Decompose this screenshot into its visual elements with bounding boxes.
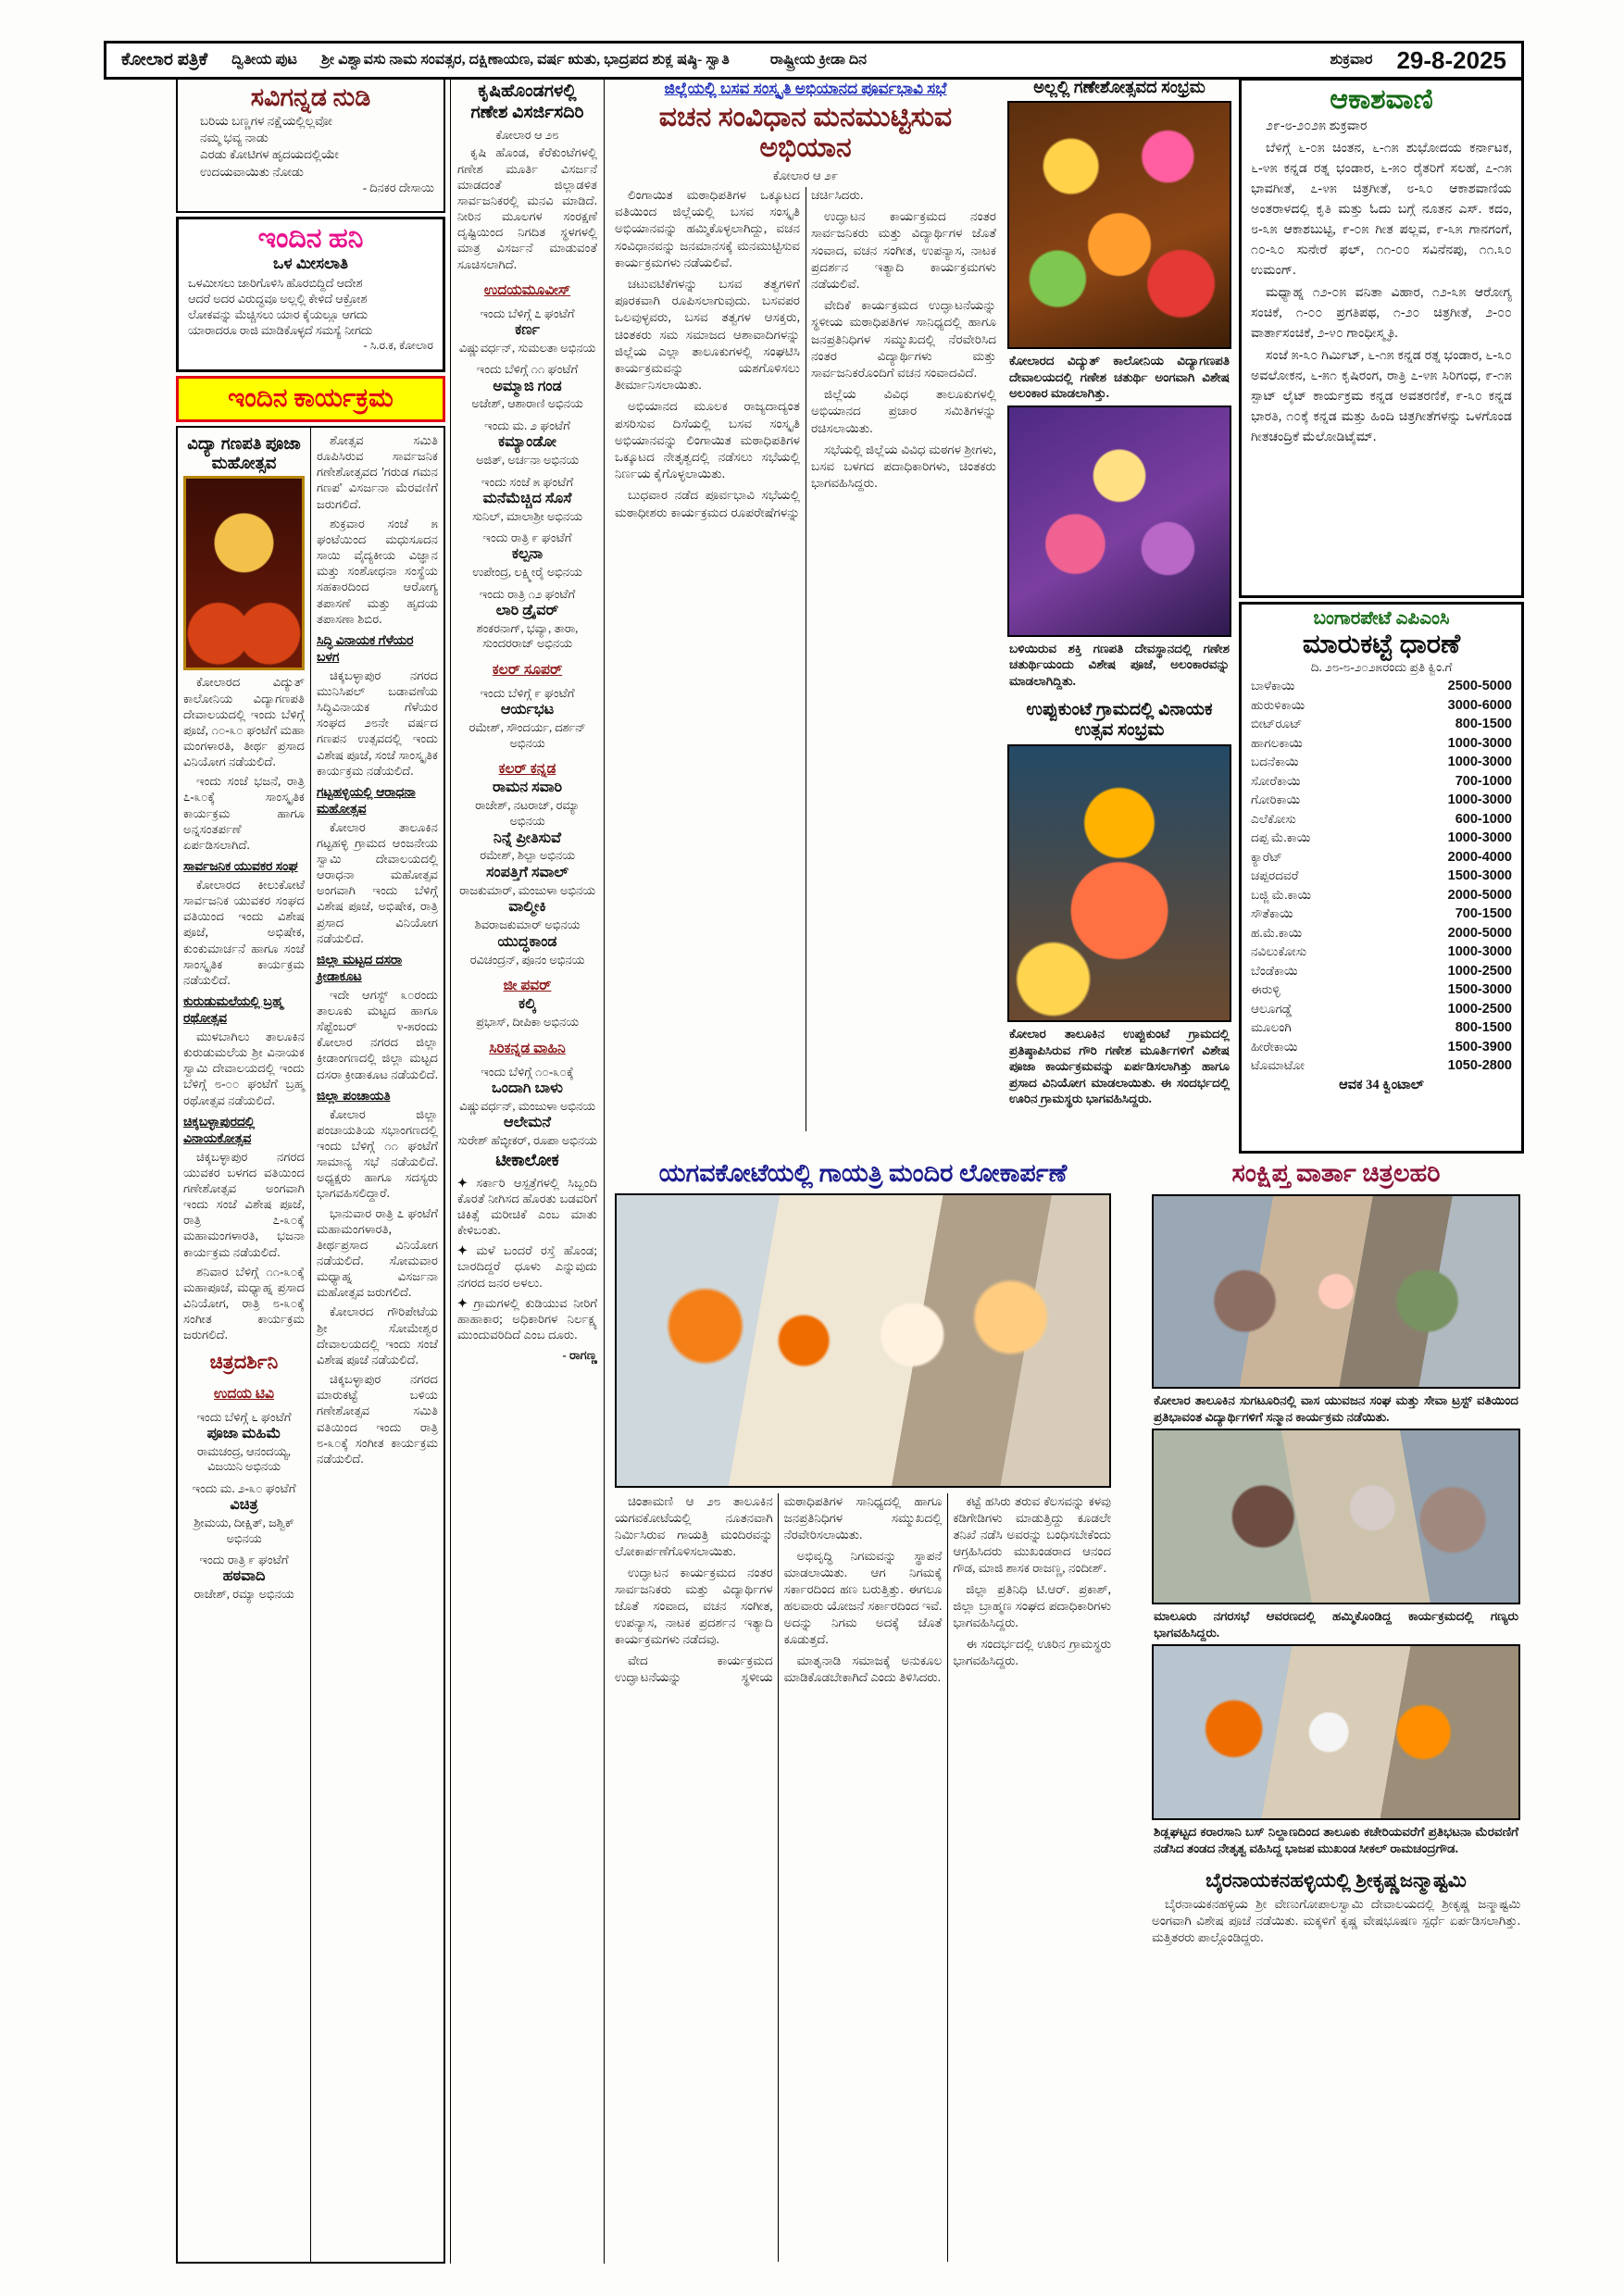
tv-block: ಮನೆಮೆಚ್ಚಿದ ಸೊಸೆ — [482, 490, 572, 506]
market-row — [1251, 1056, 1512, 1076]
program-block: ಉದಯ ಟಿವಿ — [214, 1385, 274, 1402]
program-banner — [176, 376, 445, 422]
commodity-price: 1000-3000 — [1447, 830, 1512, 845]
poem-line: ಉದಯವಾಯಿತು ನೋಡು — [200, 164, 304, 179]
poem-line: ಬರಿಯ ಬಣ್ಣಗಳ ನಕ್ಷೆಯಲ್ಲಿಲ್ಲವೋ — [200, 114, 332, 128]
commodity-name: ಬಜ್ಜಿ ಮೆ.ಕಾಯಿ — [1251, 887, 1312, 902]
article-paragraph: ಉದ್ಘಾಟನ ಕಾರ್ಯಕ್ರಮದ ನಂತರ ಸಾರ್ವಜನಿಕರು ಮತ್ತು ವಿದ್ಯಾರ್ಥಿಗಳ ಜೊತೆ ಸಂವಾದ, ವಚನ ಸಂಗೀತ, ಉಪನ್ಯಾಸ, ನಾಟಕ ಪ್ರದರ್ಶನ ಇತ್ಯಾದಿ ಕಾರ್ಯಕ್ರಮಗಳು ನಡೆಯಲಿವೆ. — [811, 209, 996, 292]
commodity-price: 2500-5000 — [1447, 679, 1512, 693]
program-block: ಕೋಲಾರದ ಕೀಲುಕೋಟೆ ಸಾರ್ವಜನಿಕ ಯುವಕರ ಸಂಘದ ವತಿಯಿಂದ ಇಂದು ವಿಶೇಷ ಪೂಜೆ, ಅಭಿಷೇಕ, ಕುಂಕುಮಾರ್ಚನೆ ಹಾಗೂ ಸಂಜೆ ಸಾಂಸ್ಕೃತಿಕ ಕಾರ್ಯಕ್ರಮ ನಡೆಯಲಿದೆ. — [183, 878, 305, 987]
market-row — [1251, 1000, 1512, 1019]
market-row — [1251, 1038, 1512, 1057]
article-paragraph: ಅಭಿಯಾನದ ಮೂಲಕ ರಾಜ್ಯದಾದ್ಯಂತ ಪಸರಿಸುವ ದಿಸೆಯಲ್ಲಿ ಬಸವ ಸಂಸ್ಕೃತಿ ಅಭಿಯಾನವನ್ನು ಲಿಂಗಾಯಿತ ಮಠಾಧಿಪತಿಗಳ ಒಕ್ಕೂಟದ ನೇತೃತ್ವದಲ್ಲಿ ನಡೆಸಲು ಸಭೆಯಲ್ಲಿ ನಿರ್ಣಯ ಕೈಗೊಳ್ಳಲಾಯಿತು. — [615, 399, 800, 481]
commodity-name: ನವಿಲುಕೋಸು — [1251, 944, 1307, 958]
lahari-caption-1: ಕೋಲಾರ ತಾಲೂಕಿನ ಸುಗಟೂರಿನಲ್ಲಿ ವಾಸ ಯುವಜನ ಸಂಘ ಮತ್ತು ಸೇವಾ ಟ್ರಸ್ಟ್ ವತಿಯಿಂದ ಪ್ರತಿಭಾವಂತ ವಿದ್ಯಾರ್ಥಿಗಳಿಗೆ ಸನ್ಮಾನ ಕಾರ್ಯಕ್ರಮ ನಡೆಯಿತು. — [1154, 1393, 1518, 1424]
nudi-title: ಸವಿಗನ್ನಡ ನುಡಿ — [250, 83, 371, 111]
program-block: ಜಿಲ್ಲಾ ಮಟ್ಟದ ದಸರಾ ಕ್ರೀಡಾಕೂಟ — [317, 952, 403, 983]
chitralahari-column — [1148, 1159, 1524, 2264]
article-paragraph: ಕಟ್ಟೆ ಹಸಿರು ತರುವ ಕೆಲಸವನ್ನು ಕಳವು ಕಡಿಗೇಡಿಗಳು ಮಾಡುತ್ತಿದ್ದು ಕೂಡಲೇ ತನಿಖೆ ನಡೆಸಿ ಅವರನ್ನು ಬಂಧಿಸಬೇಕೆಂದು ಆಗ್ರಹಿಸಿದರು ಮುಖಂಡರಾದ ಆನಂದ ಗೌಡ, ಮಾಜಿ ಶಾಸಕ ರಾಜಣ್ಣ, ನಂದೀಶ್. — [953, 1494, 1111, 1575]
program-block: ಭಾನುವಾರ ರಾತ್ರಿ ೭ ಘಂಟೆಗೆ ಮಹಾಮಂಗಳಾರತಿ, ತೀರ್ಥಪ್ರಸಾದ ವಿನಿಯೋಗ ನಡೆಯಲಿದೆ. ಸೋಮವಾರ ಮಧ್ಯಾಹ್ನ ವಿಸರ್ಜನಾ ಮಹೋತ್ಸವ ಜರುಗಲಿದೆ. — [317, 1205, 438, 1300]
malur-event-photo — [1152, 1429, 1520, 1604]
market-row — [1251, 1018, 1512, 1038]
commodity-price: 2000-5000 — [1447, 887, 1512, 903]
tv-block: ಕಲರ್ ಕನ್ನಡ — [498, 761, 556, 778]
photo-caption-2: ಬಳಿಯಿರುವ ಶಕ್ತಿ ಗಣಪತಿ ದೇವಸ್ಥಾನದಲ್ಲಿ ಗಣೇಶ ಚತುರ್ಥಿಯಂದು ವಿಶೇಷ ಪೂಜೆ, ಅಲಂಕಾರವನ್ನು ಮಾಡಲಾಗಿದ್ದಿತು. — [1009, 641, 1230, 688]
ganeshotsava-headline: ಅಲ್ಲಲ್ಲಿ ಗಣೇಶೋತ್ಸವದ ಸಂಭ್ರಮ — [1033, 78, 1206, 96]
schedule-paragraph: ಸಂಜೆ ೫-೩೦ ಗಿರ್ಮಿಟ್, ೬-೧೫ ಕನ್ನಡ ರತ್ನ ಭಂಡಾರ, ೬-೩೦ ಅವಲೋಕನ, ೬-೫೧ ಕೃಷಿರಂಗ, ರಾತ್ರಿ ೭-೪೫ ಸಿರಿಗಂಧ, ೯-೧೫ ಸ್ಪಾಟ್ ಲೈಟ್ ಕಾರ್ಯಕ್ರಮ ಕನ್ನಡ ಅವತರಣಿಕೆ, ೯-೩೦ ಕನ್ನಡ ಭಾರತಿ, ೧೦ಕ್ಕೆ ಕನ್ನಡ ಮತ್ತು ಹಿಂದಿ ಚಿತ್ರಗೀತೆಗಳನ್ನು ಒಳಗೊಂಡ ಗೀತಚಂದ್ರಿಕೆ ಮೆಲೋಡಿಟೈಮ್. — [1251, 348, 1512, 444]
tv-block: ✦ ಗ್ರಾಮಗಳಲ್ಲಿ ಕುಡಿಯುವ ನೀರಿಗೆ ಹಾಹಾಕಾರ; ಅಧಿಕಾರಿಗಳ ನಿರ್ಲಕ್ಷ್ಯ ಮುಂದುವರಿದಿದೆ ಎಂಬ ದೂರು. — [457, 1295, 597, 1342]
market-row — [1251, 942, 1512, 962]
tv-block: ರಮೇಶ್, ಶಿಲ್ಪಾ ಅಭಿನಯ — [480, 849, 575, 863]
tv-block: ಇಂದು ಬೆಳಿಗ್ಗೆ ೭ ಘಂಟೆಗೆ — [480, 306, 575, 320]
article-paragraph: ಸಭೆಯಲ್ಲಿ ಜಿಲ್ಲೆಯ ವಿವಿಧ ಮಠಗಳ ಶ್ರೀಗಳು, ಬಸವ ಬಳಗದ ಪದಾಧಿಕಾರಿಗಳು, ಚಿಂತಕರು ಭಾಗವಹಿಸಿದ್ದರು. — [811, 442, 996, 491]
lahari-caption-3: ಶಿಡ್ಲಘಟ್ಟದ ಕರಾರಸಾನಿ ಬಸ್ ನಿಲ್ದಾಣದಿಂದ ತಾಲೂಕು ಕಚೇರಿಯವರೆಗೆ ಪ್ರತಿಭಟನಾ ಮೆರವಣಿಗೆ ನಡೆಸಿದ ತಂಡದ ನೇತೃತ್ವ ವಹಿಸಿದ್ದ ಭಾಜಪ ಮುಖಂಡ ಸೀಕಲ್ ರಾಮಚಂದ್ರಗೌಡ. — [1154, 1825, 1518, 1855]
tv-block: ಅಮ್ಮಾಜಿ ಗಂಡ — [493, 378, 562, 394]
tv-block: ಸಿರಿಕನ್ನಡ ವಾಹಿನಿ — [489, 1040, 566, 1056]
tv-block: ಇಂದು ಬೆಳಿಗ್ಗೆ ೧೧ ಘಂಟೆಗೆ — [476, 362, 579, 377]
ganesha-print-photo — [183, 476, 305, 670]
market-title: ಮಾರುಕಟ್ಟೆ ಧಾರಣೆ — [1302, 630, 1461, 659]
program-block: ಜಿಲ್ಲಾ ಪಂಚಾಯತಿ — [317, 1088, 391, 1103]
tv-block: ✦ ಮಳೆ ಬಂದರೆ ರಸ್ತೆ ಹೊಂಡ; ಬಾರದಿದ್ದರೆ ಧೂಳು ಎನ್ನುವುದು ನಗರದ ಜನರ ಅಳಲು. — [457, 1242, 597, 1290]
program-block: ರಾಮಚಂದ್ರ, ಆನಂದಯ್ಯ, ವಿಜಯಿನಿ ಅಭಿನಯ — [196, 1444, 292, 1474]
tv-block: ಉಪೇಂದ್ರ, ಲಕ್ಷ್ಮೀರೈ ಅಭಿನಯ — [472, 566, 582, 580]
commodity-name: ಈರುಳ್ಳಿ — [1251, 982, 1280, 996]
janmashtami-headline: ಬೈರನಾಯಕನಹಳ್ಳಿಯಲ್ಲಿ ಶ್ರೀಕೃಷ್ಣಜನ್ಮಾಷ್ಟಮಿ — [1206, 1869, 1467, 1892]
janmashtami-body: ಬೈರನಾಯಕನಹಳ್ಳಿಯ ಶ್ರೀ ವೇಣುಗೋಪಾಲಸ್ವಾಮಿ ದೇವಾಲಯದಲ್ಲಿ ಶ್ರೀಕೃಷ್ಣ ಜನ್ಮಾಷ್ಟಮಿ ಅಂಗವಾಗಿ ವಿಶೇಷ ಪೂಜೆ ನಡೆಯಿತು. ಮಕ್ಕಳಿಗೆ ಕೃಷ್ಣ ವೇಷಭೂಷಣ ಸ್ಪರ್ಧೆ ಏರ್ಪಡಿಸಲಾಗಿತ್ತು. ಮತ್ತಿತರರು ಪಾಲ್ಗೊಂಡಿದ್ದರು. — [1152, 1897, 1520, 1945]
article-paragraph: ವೇದ ಕಾರ್ಯಕ್ರಮದ ಉದ್ಘಾಟನೆಯನ್ನು ಸ್ಥಳೀಯ ಮಠಾಧಿಪತಿಗಳ ಸಾನಿಧ್ಯದಲ್ಲಿ ಹಾಗೂ ಜನಪ್ರತಿನಿಧಿಗಳ ಸಮ್ಮುಖದಲ್ಲಿ ನೆರವೇರಿಸಲಾಯಿತು. — [615, 1494, 943, 1684]
tv-block: ಜೀ ಪವರ್ — [503, 978, 552, 994]
ganesha-idol-photo — [1007, 744, 1231, 1022]
market-row — [1251, 924, 1512, 943]
commodity-name: ಚಪ್ಪರದವರೆ — [1251, 868, 1299, 882]
poem-line: ಯಾರಾದರೂ ರಾಜಿ ಮಾಡಿಕೊಳ್ಳದೆ ಸಮಸ್ಯೆ ನೀಗದು — [188, 323, 373, 337]
program-block: ಕೋಲಾರದ ವಿದ್ಯುತ್ ಕಾಲೋನಿಯ ವಿದ್ಯಾಗಣಪತಿ ದೇವಾಲಯದಲ್ಲಿ ಇಂದು ಬೆಳಿಗ್ಗೆ ಪೂಜೆ, ೧೦-೩೦ ಘಂಟೆಗೆ ಮಹಾ ಮಂಗಳಾರತಿ, ತೀರ್ಥ ಪ್ರಸಾದ ವಿನಿಯೋಗ ನಡೆಯಲಿದೆ. — [183, 675, 305, 769]
schedule-paragraph: ಮಧ್ಯಾಹ್ನ ೧೨-೦೫ ವನಿತಾ ವಿಹಾರ, ೧೨-೩೫ ಆರೋಗ್ಯ ಸಂಚಿಕೆ, ೧-೦೦ ಪ್ರಗತಿಪಥ, ೧-೨೦ ಚಿತ್ರಗೀತೆ, ೨-೦೦ ವಾರ್ತಾಸಂಚಿಕೆ, ೨-೪೦ ಗಾಂಧೀಸ್ಮೃತಿ. — [1251, 285, 1512, 341]
hani-author: - ಸಿ.ರ.ಕ, ಕೋಲಾರ — [363, 338, 433, 352]
poem-line: ನಮ್ಮ ಭವ್ಯ ನಾಡು — [200, 131, 269, 145]
program-block: ಚಿಕ್ಕಬಳ್ಳಾಪುರ ನಗರದ ಮುನಿಸಿಪಲ್ ಬಡಾವಣೆಯ ಸಿದ್ಧಿವಿನಾಯಕ ಗೆಳೆಯರ ಸಂಘದ ೨೮ನೇ ವರ್ಷದ ಗಣಪನ ಉತ್ಸವದಲ್ಲಿ ಇಂದು ವಿಶೇಷ ಪೂಜೆ, ಸಂಜೆ ಸಾಂಸ್ಕೃತಿಕ ಕಾರ್ಯಕ್ರಮ ನಡೆಯಲಿದೆ. — [317, 668, 438, 778]
market-row — [1251, 677, 1512, 696]
gayatri-body — [615, 1493, 1111, 2262]
program-block: ಮುಳಬಾಗಿಲು ತಾಲೂಕಿನ ಕುರುಡುಮಲೆಯ ಶ್ರೀ ವಿನಾಯಕ ಸ್ವಾಮಿ ದೇವಾಲಯದಲ್ಲಿ ಇಂದು ಬೆಳಿಗ್ಗೆ ೮-೦೦ ಘಂಟೆಗೆ ಬ್ರಹ್ಮ ರಥೋತ್ಸವ ನಡೆಯಲಿದೆ. — [183, 1029, 305, 1107]
commodity-price: 2000-4000 — [1447, 849, 1512, 865]
commodity-price: 1000-3000 — [1447, 735, 1512, 751]
commodity-price: 600-1000 — [1455, 811, 1512, 827]
protest-march-photo — [1152, 1644, 1520, 1820]
schedule-paragraph: ಬೆಳಿಗ್ಗೆ ೬-೦೫ ಚಿಂತನ, ೬-೧೫ ಶುಭೋದಯ ಕರ್ನಾಟಕ, ೬-೪೫ ಕನ್ನಡ ರತ್ನ ಭಂಡಾರ, ೬-೫೦ ರೈತರಿಗೆ ಸಲಹೆ, ೭-೧೫ ಭಾವಗೀತೆ, ೭-೪೫ ಚಿತ್ರಗೀತೆ, ೮-೩೦ ಆಕಾಶವಾಣಿಯ ಅಂತರಾಳದಲ್ಲಿ ಕೃತಿ ಮತ್ತು ಓದು ಬಗ್ಗೆ ನೂತನ ಎಸ್. ಕದಂ, ೮-೩೫ ಆಕಾಶಬುಟ್ಟಿ, ೯-೦೫ ಗೀತ ಪಲ್ಲವ, ೯-೩೫ ಗಾನಗಂಗೆ, ೧೦-೩೦ ಸುನೇರೆ ಫಲ್, ೧೧-೦೦ ಸವಿನೆನಪು, ೧೧.೩೦ ಉಮಂಗ್. — [1251, 141, 1512, 278]
program-block: ಕೋಲಾರ ಜಿಲ್ಲಾ ಪಂಚಾಯತಿಯ ಸಭಾಂಗಣದಲ್ಲಿ ಇಂದು ಬೆಳಿಗ್ಗೆ ೧೧ ಘಂಟೆಗೆ ಸಾಮಾನ್ಯ ಸಭೆ ನಡೆಯಲಿದೆ. ಅಧ್ಯಕ್ಷರು ಹಾಗೂ ಸದಸ್ಯರು ಭಾಗವಹಿಸಲಿದ್ದಾರೆ. — [317, 1106, 438, 1201]
program-block: ಇದೇ ಆಗಸ್ಟ್ ೩೦ರಂದು ತಾಲೂಕು ಮಟ್ಟದ ಹಾಗೂ ಸೆಪ್ಟೆಂಬರ್ ೪-೫ರಂದು ಕೋಲಾರ ನಗರದ ಜಿಲ್ಲಾ ಕ್ರೀಡಾಂಗಣದಲ್ಲಿ ಜಿಲ್ಲಾ ಮಟ್ಟದ ದಸರಾ ಕ್ರೀಡಾಕೂಟ ನಡೆಯಲಿದೆ. — [317, 987, 438, 1081]
tv-block: ಕಲ್ಪನಾ — [511, 546, 543, 563]
tv-block: ಕಲ್ಕಿ — [518, 996, 536, 1013]
tv-block: ಕರ್ಣ — [515, 322, 540, 339]
market-row — [1251, 810, 1512, 830]
tv-block: ವಾಲ್ಮೀಕಿ — [508, 899, 546, 916]
nudi-poem — [187, 113, 434, 181]
commodity-name: ಗೋರಿಕಾಯಿ — [1251, 792, 1301, 806]
program-block: ಚಿಕ್ಕಬಳ್ಳಾಪುರ ನಗರದ ಯುವಕರ ಬಳಗದ ವತಿಯಿಂದ ಗಣೇಶೋತ್ಸವ ಅಂಗವಾಗಿ ಇಂದು ಸಂಜೆ ವಿಶೇಷ ಪೂಜೆ, ರಾತ್ರಿ ೭-೩೦ಕ್ಕೆ ಮಹಾಮಂಗಳಾರತಿ, ಭಜನಾ ಕಾರ್ಯಕ್ರಮ ನಡೆಯಲಿದೆ. — [183, 1149, 305, 1259]
program-block: ಇಂದು ಸಂಜೆ ಭಜನೆ, ರಾತ್ರಿ ೭-೩೦ಕ್ಕೆ ಸಾಂಸ್ಕೃತಿಕ ಕಾರ್ಯಕ್ರಮ ಹಾಗೂ ಅನ್ನಸಂತರ್ಪಣೆ ಏರ್ಪಡಿಸಲಾಗಿದೆ. — [183, 774, 305, 852]
commodity-price: 1000-3000 — [1447, 792, 1512, 807]
program-block: ರಾಜೇಶ್, ರಮ್ಯಾ ಅಭಿನಯ — [194, 1588, 294, 1602]
commodity-name: ಬೆಂಡೆಕಾಯಿ — [1251, 963, 1298, 978]
tv-block: ಇಂದು ರಾತ್ರಿ ೯ ಘಂಟೆಗೆ — [482, 530, 572, 545]
tv-block: ವಿಷ್ಣುವರ್ಧನ್, ಮಂಜುಳಾ ಅಭಿನಯ — [459, 1099, 595, 1113]
indina-hani-box — [176, 217, 445, 372]
commodity-name: ಸೋರೆಕಾಯಿ — [1251, 773, 1301, 788]
commodity-price: 1000-3000 — [1447, 944, 1512, 959]
market-row — [1251, 791, 1512, 810]
tv-block: ಆಲೇಮನೆ — [504, 1115, 551, 1131]
program-block: ಶ್ರೀಮಯ, ದೀಕ್ಷಿತ್, ಜಶ್ವಿಕ್ ಅಭಿನಯ — [194, 1516, 294, 1545]
tv-block: ಶಿವರಾಜಕುಮಾರ್ ಅಭಿನಯ — [474, 918, 581, 932]
event-of-day: ರಾಷ್ಟ್ರೀಯ ಕ್ರೀಡಾ ದಿನ — [769, 52, 868, 68]
article-paragraph: ಚಿಂತಾಮಣಿ ಆ ೨೮ ತಾಲೂಕಿನ ಯಗವಕೋಟೆಯಲ್ಲಿ ನೂತನವಾಗಿ ನಿರ್ಮಿಸಿರುವ ಗಾಯತ್ರಿ ಮಂದಿರವನ್ನು ಲೋಕಾರ್ಪಣೆಗೊಳಿಸಲಾಯಿತು. — [615, 1494, 773, 1558]
commodity-price: 1500-3000 — [1447, 868, 1512, 883]
tv-block: ಕೃಷಿ ಹೊಂಡ, ಕೆರೆಕುಂಟೆಗಳಲ್ಲಿ ಗಣೇಶ ಮೂರ್ತಿ ವಿಸರ್ಜನೆ ಮಾಡದಂತೆ ಜಿಲ್ಲಾಡಳಿತ ಸಾರ್ವಜನಿಕರಲ್ಲಿ ಮನವಿ ಮಾಡಿದೆ. ನೀರಿನ ಮೂಲಗಳ ಸಂರಕ್ಷಣೆ ದೃಷ್ಟಿಯಿಂದ ನಿಗದಿತ ಸ್ಥಳಗಳಲ್ಲಿ ಮಾತ್ರ ವಿಸರ್ಜನೆ ಮಾಡುವಂತೆ ಸೂಚಿಸಲಾಗಿದೆ. — [457, 145, 597, 271]
program-block: ಕುರುಡುಮಲೆಯಲ್ಲಿ ಬ್ರಹ್ಮ ರಥೋತ್ಸವ — [183, 994, 283, 1026]
tv-block: ಸಂಪತ್ತಿಗೆ ಸವಾಲ್ — [486, 864, 568, 880]
market-row — [1251, 829, 1512, 848]
market-row — [1251, 867, 1512, 886]
panchanga-line: ಶ್ರೀ ವಿಶ್ವಾವಸು ನಾಮ ಸಂವತ್ಸರ, ದಕ್ಷಿಣಾಯಣ, ವರ್ಷ ಋತು, ಭಾದ್ರಪದ ಶುಕ್ಲ ಷಷ್ಠಿ- ಸ್ವಾತಿ — [321, 52, 730, 68]
schedule-paragraph: ೨೯-೮-೨೦೨೫ ಶುಕ್ರವಾರ — [1266, 119, 1368, 133]
tv-block: ರಾಮನ ಸವಾರಿ — [492, 780, 563, 796]
tv-block: ಒಂದಾಗಿ ಬಾಳು — [492, 1080, 563, 1097]
program-block: ಇಂದು ಬೆಳಿಗ್ಗೆ ೬ ಘಂಟೆಗೆ — [196, 1409, 292, 1424]
program-banner-label: ಇಂದಿನ ಕಾರ್ಯಕ್ರಮ — [228, 384, 394, 413]
market-row — [1251, 886, 1512, 905]
program-col-1 — [178, 428, 310, 2262]
commodity-name: ಸೌತೆಕಾಯಿ — [1251, 906, 1293, 920]
program-block: ಚಿಕ್ಕಬಳ್ಳಾಪುರ ನಗರದ ಮಾರುಕಟ್ಟೆ ಬಳಿಯ ಗಣೇಶೋತ್ಸವ ಸಮಿತಿ ವತಿಯಿಂದ ಇಂದು ರಾತ್ರಿ ೮-೩೦ಕ್ಕೆ ಸಂಗೀತ ಕಾರ್ಯಕ್ರಮ ನಡೆಯಲಿದೆ. — [317, 1372, 438, 1466]
market-arrivals: ಆವಕ 34 ಕ್ವಿಂಟಾಲ್ — [1339, 1077, 1424, 1092]
commodity-name: ಟೊಮಾಟೋ — [1251, 1058, 1305, 1072]
article-paragraph: ಬುಧವಾರ ನಡೆದ ಪೂರ್ವಭಾವಿ ಸಭೆಯಲ್ಲಿ ಮಠಾಧೀಶರು ಕಾರ್ಯಕ್ರಮದ ರೂಪರೇಷೆಗಳನ್ನು ಚರ್ಚಿಸಿದರು. — [615, 188, 864, 519]
issue-date: 29-8-2025 — [1396, 45, 1506, 74]
commodity-name: ಹೀರೇಕಾಯಿ — [1251, 1039, 1298, 1054]
article-paragraph: ವೇದಿಕೆ ಕಾರ್ಯಕ್ರಮದ ಉದ್ಘಾಟನೆಯನ್ನು ಸ್ಥಳೀಯ ಮಠಾಧಿಪತಿಗಳ ಸಾನಿಧ್ಯದಲ್ಲಿ ಹಾಗೂ ಜನಪ್ರತಿನಿಧಿಗಳ ಸಮ್ಮುಖದಲ್ಲಿ ನೆರವೇರಿಸಿದ ನಂತರ ವಿದ್ಯಾರ್ಥಿಗಳು ಮತ್ತು ಸಾರ್ವಜನಿಕರೊಂದಿಗೆ ವಚನ ಸಂವಾದವಿದೆ. — [811, 298, 996, 381]
market-row — [1251, 772, 1512, 792]
commodity-name: ಎಲೆಕೋಸು — [1251, 811, 1296, 826]
lahari-caption-2: ಮಾಲೂರು ನಗರಸಭೆ ಆವರಣದಲ್ಲಿ ಹಮ್ಮಿಕೊಂಡಿದ್ದ ಕಾರ್ಯಕ್ರಮದಲ್ಲಿ ಗಣ್ಯರು ಭಾಗವಹಿಸಿದ್ದರು. — [1154, 1609, 1518, 1640]
commodity-price: 1050-2800 — [1447, 1058, 1512, 1073]
commodity-name: ಮೂಲಂಗಿ — [1251, 1020, 1292, 1034]
article-paragraph: ಜಿಲ್ಲಾ ಪ್ರತಿನಿಧಿ ಟಿ.ಆರ್. ಪ್ರಕಾಶ್, ಜಿಲ್ಲಾ ಬ್ರಾಹ್ಮಣ ಸಂಘದ ಪದಾಧಿಕಾರಿಗಳು ಭಾಗವಹಿಸಿದ್ದರು. — [953, 1581, 1111, 1629]
commodity-price: 1000-2500 — [1447, 1001, 1512, 1017]
program-block: ಕೋಲಾರದ ಗೌರಿಪೇಟೆಯ ಶ್ರೀ ಸೋಮೇಶ್ವರ ದೇವಾಲಯದಲ್ಲಿ ಇಂದು ಸಂಜೆ ವಿಶೇಷ ಪೂಜೆ ನಡೆಯಲಿದೆ. — [317, 1304, 438, 1366]
article-paragraph: ಈ ಸಂದರ್ಭದಲ್ಲಿ ಊರಿನ ಗ್ರಾಮಸ್ಥರು ಭಾಗವಹಿಸಿದ್ದರು. — [953, 1636, 1111, 1667]
program-block: ಗಟ್ಟಹಳ್ಳಿಯಲ್ಲಿ ಆರಾಧನಾ ಮಹೋತ್ಸವ — [317, 784, 416, 816]
felicitation-photo — [1152, 1194, 1520, 1389]
article-paragraph: ಲಿಂಗಾಯಿತ ಮಠಾಧಿಪತಿಗಳ ಒಕ್ಕೂಟದ ವತಿಯಿಂದ ಜಿಲ್ಲೆಯಲ್ಲಿ ಬಸವ ಸಂಸ್ಕೃತಿ ಅಭಿಯಾನವನ್ನು ಹಮ್ಮಿಕೊಳ್ಳಲಾಗಿದ್ದು, ವಚನ ಸಂವಿಧಾನವನ್ನು ಜನಮಾನಸಕ್ಕೆ ಮನಮುಟ್ಟಿಸುವ ಕಾರ್ಯಕ್ರಮಗಳು ನಡೆಯಲಿವೆ. — [615, 188, 800, 269]
commodity-name: ಬದನೆಕಾಯಿ — [1251, 755, 1299, 768]
poem-line: ಒಳಮೀಸಲು ಜಾರಿಗೊಳಿಸಿ ಹೊರಬಿದ್ದಿದೆ ಆದೇಶ — [188, 277, 363, 290]
edition-label: ದ್ವಿತೀಯ ಪುಟ — [231, 52, 297, 68]
article-paragraph: ಚಟುವಟಿಕೆಗಳನ್ನು ಬಸವ ತತ್ವಗಳಿಗೆ ಪೂರಕವಾಗಿ ರೂಪಿಸಲಾಗುವುದು. ಬಸವಪರ ಒಲವುಳ್ಳವರು, ಬಸವ ತತ್ವಗಳ ಆಸಕ್ತರು, ಚಿಂತಕರು ಸಮ ಸಮಾಜದ ಆಶಾವಾದಿಗಳನ್ನು ಜಿಲ್ಲೆಯ ಎಲ್ಲಾ ತಾಲೂಕುಗಳಲ್ಲಿ ಸಂಘಟಿಸಿ ಕಾರ್ಯಕ್ರಮವನ್ನು ಯಶಗೊಳಿಸಲು ತೀರ್ಮಾನಿಸಲಾಯಿತು. — [615, 277, 800, 393]
market-row — [1251, 696, 1512, 716]
apmc-name: ಬಂಗಾರಪೇಟೆ ಎಪಿಎಂಸಿ — [1313, 608, 1450, 629]
tv-block: ಅಜಿತ್, ಅರ್ಚನಾ ಅಭಿನಯ — [476, 453, 579, 467]
commodity-price: 1500-3900 — [1447, 1039, 1512, 1054]
tv-block: ರಾಜೇಶ್, ನಟರಾಜ್, ರಮ್ಯಾ ಅಭಿನಯ — [475, 799, 580, 828]
program-block: ಸಿದ್ಧಿ ವಿನಾಯಕ ಗೆಳೆಯರ ಬಳಗ — [317, 632, 414, 664]
article-body — [615, 187, 996, 1131]
commodity-price: 1000-3000 — [1447, 755, 1512, 769]
market-row — [1251, 734, 1512, 754]
market-rates-box — [1239, 602, 1524, 1154]
program-block: ಇಂದು ಮ. ೨-೩೦ ಘಂಟೆಗೆ — [192, 1481, 296, 1496]
gayatri-mandira-article — [609, 1159, 1117, 2264]
paper-name: ಕೋಲಾರ ಪತ್ರಿಕೆ — [121, 50, 208, 69]
article-paragraph: ಉದ್ಘಾಟನ ಕಾರ್ಯಕ್ರಮದ ನಂತರ ಸಾರ್ವಜನಿಕರು ಮತ್ತು ವಿದ್ಯಾರ್ಥಿಗಳ ಜೊತೆ ಸಂವಾದ, ವಚನ ಸಂಗೀತ, ಉಪನ್ಯಾಸ, ನಾಟಕ ಪ್ರದರ್ಶನ ಇತ್ಯಾದಿ ಕಾರ್ಯಕ್ರಮಗಳು ನಡೆದವು. — [615, 1565, 773, 1646]
program-block: ವಿಚಿತ್ರ — [230, 1497, 258, 1514]
commodity-name: ಆಲೂಗಡ್ಡೆ — [1251, 1001, 1293, 1016]
tv-block: ಇಂದು ರಾತ್ರಿ ೧೨ ಘಂಟೆಗೆ — [479, 586, 576, 601]
commodity-name: ಬಾಳೆಕಾಯಿ — [1251, 679, 1295, 693]
tv-block: ರವಿಚಂದ್ರನ್, ಪೂನಂ ಅಭಿನಯ — [469, 953, 585, 967]
commodity-price: 1500-3000 — [1447, 982, 1512, 997]
tv-block: ಸುನಿಲ್, ಮಾಲಾಶ್ರೀ ಅಭಿನಯ — [472, 509, 582, 523]
program-col2-blocks — [317, 432, 438, 1466]
commodity-price: 800-1500 — [1455, 717, 1512, 731]
tv-block: ರಮೇಶ್, ಸೌಂದರ್ಯ, ದರ್ಶನ್ ಅಭಿನಯ — [468, 721, 586, 750]
decorated-deity-photo-2 — [1007, 406, 1231, 637]
program-block: ಕೋಲಾರ ತಾಲೂಕಿನ ಗಟ್ಟಹಳ್ಳಿ ಗ್ರಾಮದ ಆಂಜನೇಯ ಸ್ವಾಮಿ ದೇವಾಲಯದಲ್ಲಿ ಆರಾಧನಾ ಮಹೋತ್ಸವ ಅಂಗವಾಗಿ ಇಂದು ಬೆಳಿಗ್ಗೆ ವಿಶೇಷ ಪೂಜೆ, ಅಭಿಷೇಕ, ರಾತ್ರಿ ಪ್ರಸಾದ ವಿನಿಯೋಗ ನಡೆಯಲಿದೆ. — [317, 819, 438, 945]
tv-block: ಲಾರಿ ಡ್ರೈವರ್ — [495, 602, 559, 618]
program-block: ಶೋತ್ಸವ ಸಮಿತಿ ರೂಪಿಸಿರುವ ಸಾರ್ವಜನಿಕ ಗಣೇಶೋತ್ಸವದ 'ಗರುಡ ಗಮನ ಗಣಪ' ವಿಸರ್ಜನಾ ಮೆರವಣಿಗೆ ಜರುಗಲಿದೆ. — [317, 433, 438, 511]
commodity-price: 800-1500 — [1455, 1020, 1512, 1035]
commodity-price: 1000-2500 — [1447, 963, 1512, 979]
article-dateline: ಕೋಲಾರ ಆ ೨೯ — [772, 168, 839, 182]
ganesha-visarjane-headline: ಕೃಷಿಹೊಂಡಗಳಲ್ಲಿ ಗಣೇಶ ವಿಸರ್ಜಿಸದಿರಿ — [470, 81, 584, 122]
commodity-price: 3000-6000 — [1447, 697, 1512, 713]
market-row — [1251, 905, 1512, 924]
basava-abhiyana-article — [609, 78, 1002, 1153]
ribbon-cutting-photo — [615, 1193, 1111, 1488]
program-block: ಚಿಕ್ಕಬಳ್ಳಾಪುರದಲ್ಲಿ ವಿನಾಯಕೋತ್ಸವ — [183, 1114, 256, 1145]
akashavani-schedule — [1251, 116, 1512, 447]
poem-line: ಲೋಕವನ್ನು ಮೆಚ್ಚಿಸಲು ಯಾರ ಕೈಯಲ್ಲೂ ಆಗದು — [188, 307, 369, 321]
commodity-name: ಕ್ಯಾರೆಟ್ — [1251, 849, 1282, 864]
tv-block: - ರಾಗಣ್ಣ — [562, 1348, 597, 1363]
tv-block: ಇಂದು ಬೆಳಿಗ್ಗೆ ೧೦-೩೦ಕ್ಕೆ — [481, 1064, 574, 1079]
tv-block: ಕಮ್ಯಾಂಡೋ — [497, 434, 556, 451]
akashavani-title: ಆಕಾಶವಾಣಿ — [1330, 84, 1433, 115]
tv-block: ಶಂಕರನಾಗ್, ಭವ್ಯಾ, ತಾರಾ, ಸುಂದರರಾಜ್ ಅಭಿನಯ — [476, 621, 579, 651]
market-row — [1251, 848, 1512, 867]
program-block: ಶನಿವಾರ ಬೆಳಿಗ್ಗೆ ೧೧-೩೦ಕ್ಕೆ ಮಹಾಪೂಜೆ, ಮಧ್ಯಾಹ್ನ ಪ್ರಸಾದ ವಿನಿಯೋಗ, ರಾತ್ರಿ ೮-೩೦ಕ್ಕೆ ಸಂಗೀತ ಕಾರ್ಯಕ್ರಮ ಜರುಗಲಿದೆ. — [183, 1264, 305, 1342]
tv-block: ಟೀಕಾಲೋಕ — [495, 1150, 559, 1169]
uppukunte-caption: ಕೋಲಾರ ತಾಲೂಕಿನ ಉಪ್ಪುಕುಂಟೆ ಗ್ರಾಮದಲ್ಲಿ ಪ್ರತಿಷ್ಠಾಪಿಸಿರುವ ಗೌರಿ ಗಣೇಶ ಮೂರ್ತಿಗಳಿಗೆ ವಿಶೇಷ ಪೂಜಾ ಕಾರ್ಯಕ್ರಮವನ್ನು ಏರ್ಪಡಿಸಲಾಗಿತ್ತು ಹಾಗೂ ಪ್ರಸಾದ ವಿನಿಯೋಗ ಮಾಡಲಾಯಿತು. ಈ ಸಂದರ್ಭದಲ್ಲಿ ಊರಿನ ಗ್ರಾಮಸ್ಥರು ಭಾಗವಹಿಸಿದ್ದರು. — [1009, 1026, 1230, 1106]
tv-block: ಅಜೇಶ್, ಆಶಾರಾಣಿ ಅಭಿನಯ — [471, 397, 583, 411]
tv-block: ಕಲರ್ ಸೂಪರ್ — [492, 661, 563, 678]
masthead — [104, 41, 1524, 80]
program-block: ಸಾರ್ವಜನಿಕ ಯುವಕರ ಸಂಘ — [183, 859, 298, 874]
commodity-name: ಹ.ಮೆ.ಕಾಯಿ — [1251, 925, 1303, 940]
tv-listings-column — [450, 78, 605, 2264]
tv-block: ಯುದ್ಧಕಾಂಡ — [497, 933, 557, 950]
hani-poem — [188, 276, 433, 339]
tv-block: ಪ್ರಭಾಸ್, ದೀಪಿಕಾ ಅಭಿನಯ — [476, 1016, 579, 1029]
market-row — [1251, 980, 1512, 1000]
program-block: ಹಠವಾದಿ — [222, 1568, 266, 1585]
program-section — [176, 426, 445, 2264]
ganeshotsava-photos-column — [1006, 78, 1233, 1153]
market-row — [1251, 962, 1512, 981]
program-block: ಚಿತ್ರದರ್ಶಿನಿ — [209, 1351, 279, 1374]
tv-block: ✦ ಸರ್ಕಾರಿ ಆಸ್ಪತ್ರೆಗಳಲ್ಲಿ ಸಿಬ್ಬಂದಿ ಕೊರತೆ ನೀಗಿಸದ ಹೊರತು ಬಡವರಿಗೆ ಚಿಕಿತ್ಸೆ ಮರೀಚಿಕೆ ಎಂಬ ಮಾತು ಕೇಳಿಬಂತು. — [457, 1175, 597, 1239]
dateline: ಕೋಲಾರ ಆ ೨೮ — [495, 127, 559, 142]
commodity-name: ಹಾಗಲಕಾಯಿ — [1251, 735, 1303, 750]
chitralahari-headline: ಸಂಕ್ಷಿಪ್ತ ವಾರ್ತಾ ಚಿತ್ರಲಹರಿ — [1231, 1159, 1441, 1187]
article-paragraph: ಮಾತೃನಾಡಿ ಸಮಾಜಕ್ಕೆ ಅನುಕೂಲ ಮಾಡಿಕೊಡಬೇಕಾಗಿದೆ ಎಂದು ತಿಳಿಸಿದರು. — [783, 1653, 943, 1684]
commodity-name: ದಪ್ಪ ಮೆ.ಕಾಯಿ — [1251, 830, 1311, 844]
tv-block: ಉದಯಮೂವೀಸ್ — [483, 281, 571, 298]
weekday: ಶುಕ್ರವಾರ — [1330, 52, 1373, 68]
tv-block: ನಿನ್ನೆ ಪ್ರೀತಿಸುವೆ — [493, 830, 562, 846]
program-col1-blocks — [183, 674, 305, 1603]
savigannada-nudi-box — [176, 78, 445, 213]
tv-block: ರಾಜಕುಮಾರ್, ಮಂಜುಳಾ ಅಭಿನಯ — [459, 883, 595, 897]
poem-line: ಆದರೆ ಅದರ ವಿರುದ್ಧವೂ ಅಲ್ಲಲ್ಲಿ ಕೇಳಿದೆ ಆಕ್ರೋಶ — [188, 292, 368, 306]
program-col-2 — [310, 428, 443, 2262]
tv-block: ಸುರೇಶ್ ಹೆಬ್ಳೀಕರ್, ರೂಪಾ ಅಭಿನಯ — [457, 1134, 597, 1148]
article-headline: ವಚನ ಸಂವಿಧಾನ ಮನಮುಟ್ಟಿಸುವ ಅಭಿಯಾನ — [658, 102, 953, 163]
market-row — [1251, 715, 1512, 734]
commodity-name: ಹುರುಳಿಕಾಯಿ — [1251, 697, 1305, 712]
tv-block: ಇಂದು ಮ. ೨ ಘಂಟೆಗೆ — [484, 418, 570, 433]
commodity-price: 2000-5000 — [1447, 925, 1512, 941]
commodity-price: 700-1500 — [1455, 906, 1512, 921]
article-kicker: ಜಿಲ್ಲೆಯಲ್ಲಿ ಬಸವ ಸಂಸ್ಕೃತಿ ಅಭಿಯಾನದ ಪೂರ್ವಭಾವಿ ಸಭೆ — [664, 80, 947, 97]
article-paragraph: ಜಿಲ್ಲೆಯ ವಿವಿಧ ತಾಲೂಕುಗಳಲ್ಲಿ ಅಭಿಯಾನದ ಪ್ರಚಾರ ಸಮಿತಿಗಳನ್ನು ರಚಿಸಲಾಯಿತು. — [811, 387, 996, 435]
market-table — [1251, 677, 1512, 1076]
commodity-name: ಬೀಟ್‌ರೂಟ್ — [1251, 717, 1303, 730]
market-dateline: ದಿ. ೨೮-೮-೨೦೨೫ರಂದು ಪ್ರತಿ ಕ್ವಿಂ.ಗೆ — [1310, 660, 1453, 674]
tv-block: ಇಂದು ಸಂಜೆ ೫ ಘಂಟೆಗೆ — [481, 474, 574, 489]
poem-line: ಎರಡು ಕೋಟಿಗಳ ಹೃದಯದಲ್ಲಿಯೇ — [200, 147, 339, 162]
tv-block: ಇಂದು ಬೆಳಿಗ್ಗೆ ೯ ಘಂಟೆಗೆ — [480, 686, 575, 701]
photo-caption-1: ಕೋಲಾರದ ವಿದ್ಯುತ್ ಕಾಲೋನಿಯ ವಿದ್ಯಾಗಣಪತಿ ದೇವಾಲಯದಲ್ಲಿ ಗಣೇಶ ಚತುರ್ಥಿ ಅಂಗವಾಗಿ ವಿಶೇಷ ಅಲಂಕಾರ ಮಾಡಲಾಗಿತ್ತು. — [1009, 354, 1230, 401]
tv-blocks — [457, 144, 597, 1363]
market-row — [1251, 753, 1512, 772]
uppukunte-headline: ಉಪ್ಪುಕುಂಟೆ ಗ್ರಾಮದಲ್ಲಿ ವಿನಾಯಕ ಉತ್ಸವ ಸಂಭ್ರಮ — [1026, 700, 1213, 741]
decorated-deity-photo-1 — [1007, 101, 1231, 349]
program-block: ಶುಕ್ರವಾರ ಸಂಜೆ ೫ ಘಂಟೆಯಿಂದ ಮಧುಸೂದನ ಸಾಯಿ ವೈದ್ಯಕೀಯ ವಿಜ್ಞಾನ ಮತ್ತು ಸಂಶೋಧನಾ ಸಂಸ್ಥೆಯ ಸಹಕಾರದಿಂದ ಆರೋಗ್ಯ ತಪಾಸಣೆ ಮತ್ತು ಹೃದಯ ತಪಾಸಣಾ ಶಿಬಿರ. — [317, 516, 438, 626]
program-block: ಪೂಜಾ ಮಹಿಮೆ — [206, 1426, 281, 1442]
gayatri-headline: ಯಗವಕೋಟೆಯಲ್ಲಿ ಗಾಯತ್ರಿ ಮಂದಿರ ಲೋಕಾರ್ಪಣೆ — [658, 1159, 1068, 1187]
tv-block: ಆರ್ಯಭಟ — [500, 702, 555, 718]
akashavani-box — [1239, 78, 1524, 598]
program-block: ಇಂದು ರಾತ್ರಿ ೯ ಘಂಟೆಗೆ — [199, 1553, 289, 1567]
vidya-ganapati-head: ವಿದ್ಯಾ ಗಣಪತಿ ಪೂಜಾ ಮಹೋತ್ಸವ — [187, 434, 301, 472]
nudi-author: - ದಿನಕರ ದೇಸಾಯಿ — [362, 180, 434, 194]
hani-title: ಇಂದಿನ ಹನಿ — [257, 223, 364, 254]
hani-subtitle: ಒಳ ಮೀಸಲಾತಿ — [272, 255, 349, 272]
tv-block: ವಿಷ್ಣುವರ್ಧನ್, ಸುಮಲತಾ ಅಭಿನಯ — [458, 341, 596, 355]
commodity-price: 700-1000 — [1455, 773, 1512, 789]
article-paragraph: ಅಭಿವೃದ್ಧಿ ನಿಗಮವನ್ನು ಸ್ಥಾಪನೆ ಮಾಡಲಾಯಿತು. ಆಗ ನಿಗಮಕ್ಕೆ ಸರ್ಕಾರದಿಂದ ಹಣ ಬರುತ್ತಿತ್ತು. ಈಗಲೂ ಹಲವಾರು ಯೋಜನೆ ಸರ್ಕಾರದಿಂದ ಇವೆ. ಅದನ್ನು ನಿಗಮ ಅದಕ್ಕೆ ಜೊತೆ ಕೂಡುತ್ತದೆ. — [783, 1548, 943, 1646]
